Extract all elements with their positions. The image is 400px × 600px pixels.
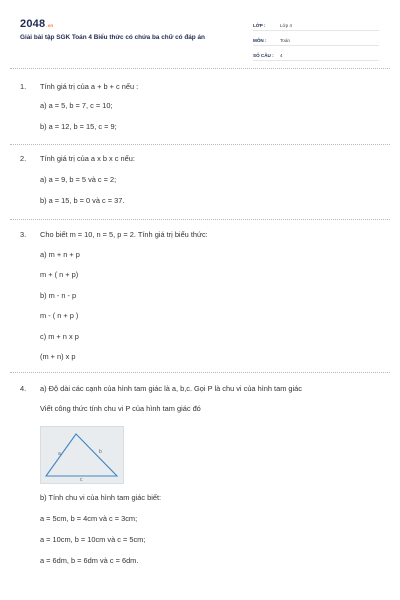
triangle-side-label: a xyxy=(58,451,61,457)
question-number: 2. xyxy=(20,154,27,163)
meta-count-label: SỐ CÂU : xyxy=(253,53,274,58)
question-number: 4. xyxy=(20,384,27,393)
question-prompt: Tính giá trị của a + b + c nếu : xyxy=(40,82,139,91)
meta-class-value: Lớp 4 xyxy=(280,23,292,28)
logo-text: 2048 xyxy=(20,18,46,30)
question-number: 1. xyxy=(20,82,27,91)
meta-class-row xyxy=(253,16,379,31)
meta-count-row xyxy=(253,46,379,61)
question-item: a) m + n + p xyxy=(40,250,80,259)
question-item: b) a = 12, b = 15, c = 9; xyxy=(40,122,117,131)
question-item: a = 6dm, b = 6dm và c = 6dm. xyxy=(40,556,139,565)
question-item: b) a = 15, b = 0 và c = 37. xyxy=(40,196,125,205)
document-title: Giải bài tập SGK Toán 4 Biểu thức có chứa ba chữ có đáp án xyxy=(20,34,205,41)
question-prompt: Cho biết m = 10, n = 5, p = 2. Tính giá trị biểu thức: xyxy=(40,230,208,239)
meta-count-value: 4 xyxy=(280,53,283,58)
triangle-figure xyxy=(40,426,124,484)
meta-class-label: LỚP : xyxy=(253,23,266,28)
question-item: c) m + n x p xyxy=(40,332,79,341)
triangle-side-label: b xyxy=(99,449,102,455)
triangle-icon xyxy=(41,427,123,483)
question-item: a = 10cm, b = 10cm và c = 5cm; xyxy=(40,535,146,544)
question-item: b) m - n - p xyxy=(40,291,77,300)
question-divider xyxy=(10,372,390,373)
question-divider xyxy=(10,144,390,145)
question-prompt: a) Độ dài các cạnh của hình tam giác là a, b,c. Gọi P là chu vi của hình tam giác xyxy=(40,384,302,393)
question-number: 3. xyxy=(20,230,27,239)
site-logo[interactable] xyxy=(20,18,53,30)
header-divider xyxy=(10,68,390,69)
question-item: m - ( n + p ) xyxy=(40,311,79,320)
question-item: a) a = 5, b = 7, c = 10; xyxy=(40,101,113,110)
meta-subject-label: MÔN : xyxy=(253,38,267,43)
question-prompt-2: Viết công thức tính chu vi P của hình tam giác đó xyxy=(40,404,201,413)
meta-panel xyxy=(253,16,379,61)
question-item: a) a = 9, b = 5 và c = 2; xyxy=(40,175,117,184)
meta-subject-value: Toán xyxy=(280,38,290,43)
question-item: m + ( n + p) xyxy=(40,270,79,279)
question-prompt: Tính giá trị của a x b x c nếu: xyxy=(40,154,135,163)
triangle-side-label: c xyxy=(80,477,83,483)
question-divider xyxy=(10,219,390,220)
question-sub-prompt: b) Tính chu vi của hình tam giác biết: xyxy=(40,493,162,502)
question-item: (m + n) x p xyxy=(40,352,76,361)
logo-suffix: .vn xyxy=(46,23,54,28)
meta-subject-row xyxy=(253,31,379,46)
question-item: a = 5cm, b = 4cm và c = 3cm; xyxy=(40,514,138,523)
